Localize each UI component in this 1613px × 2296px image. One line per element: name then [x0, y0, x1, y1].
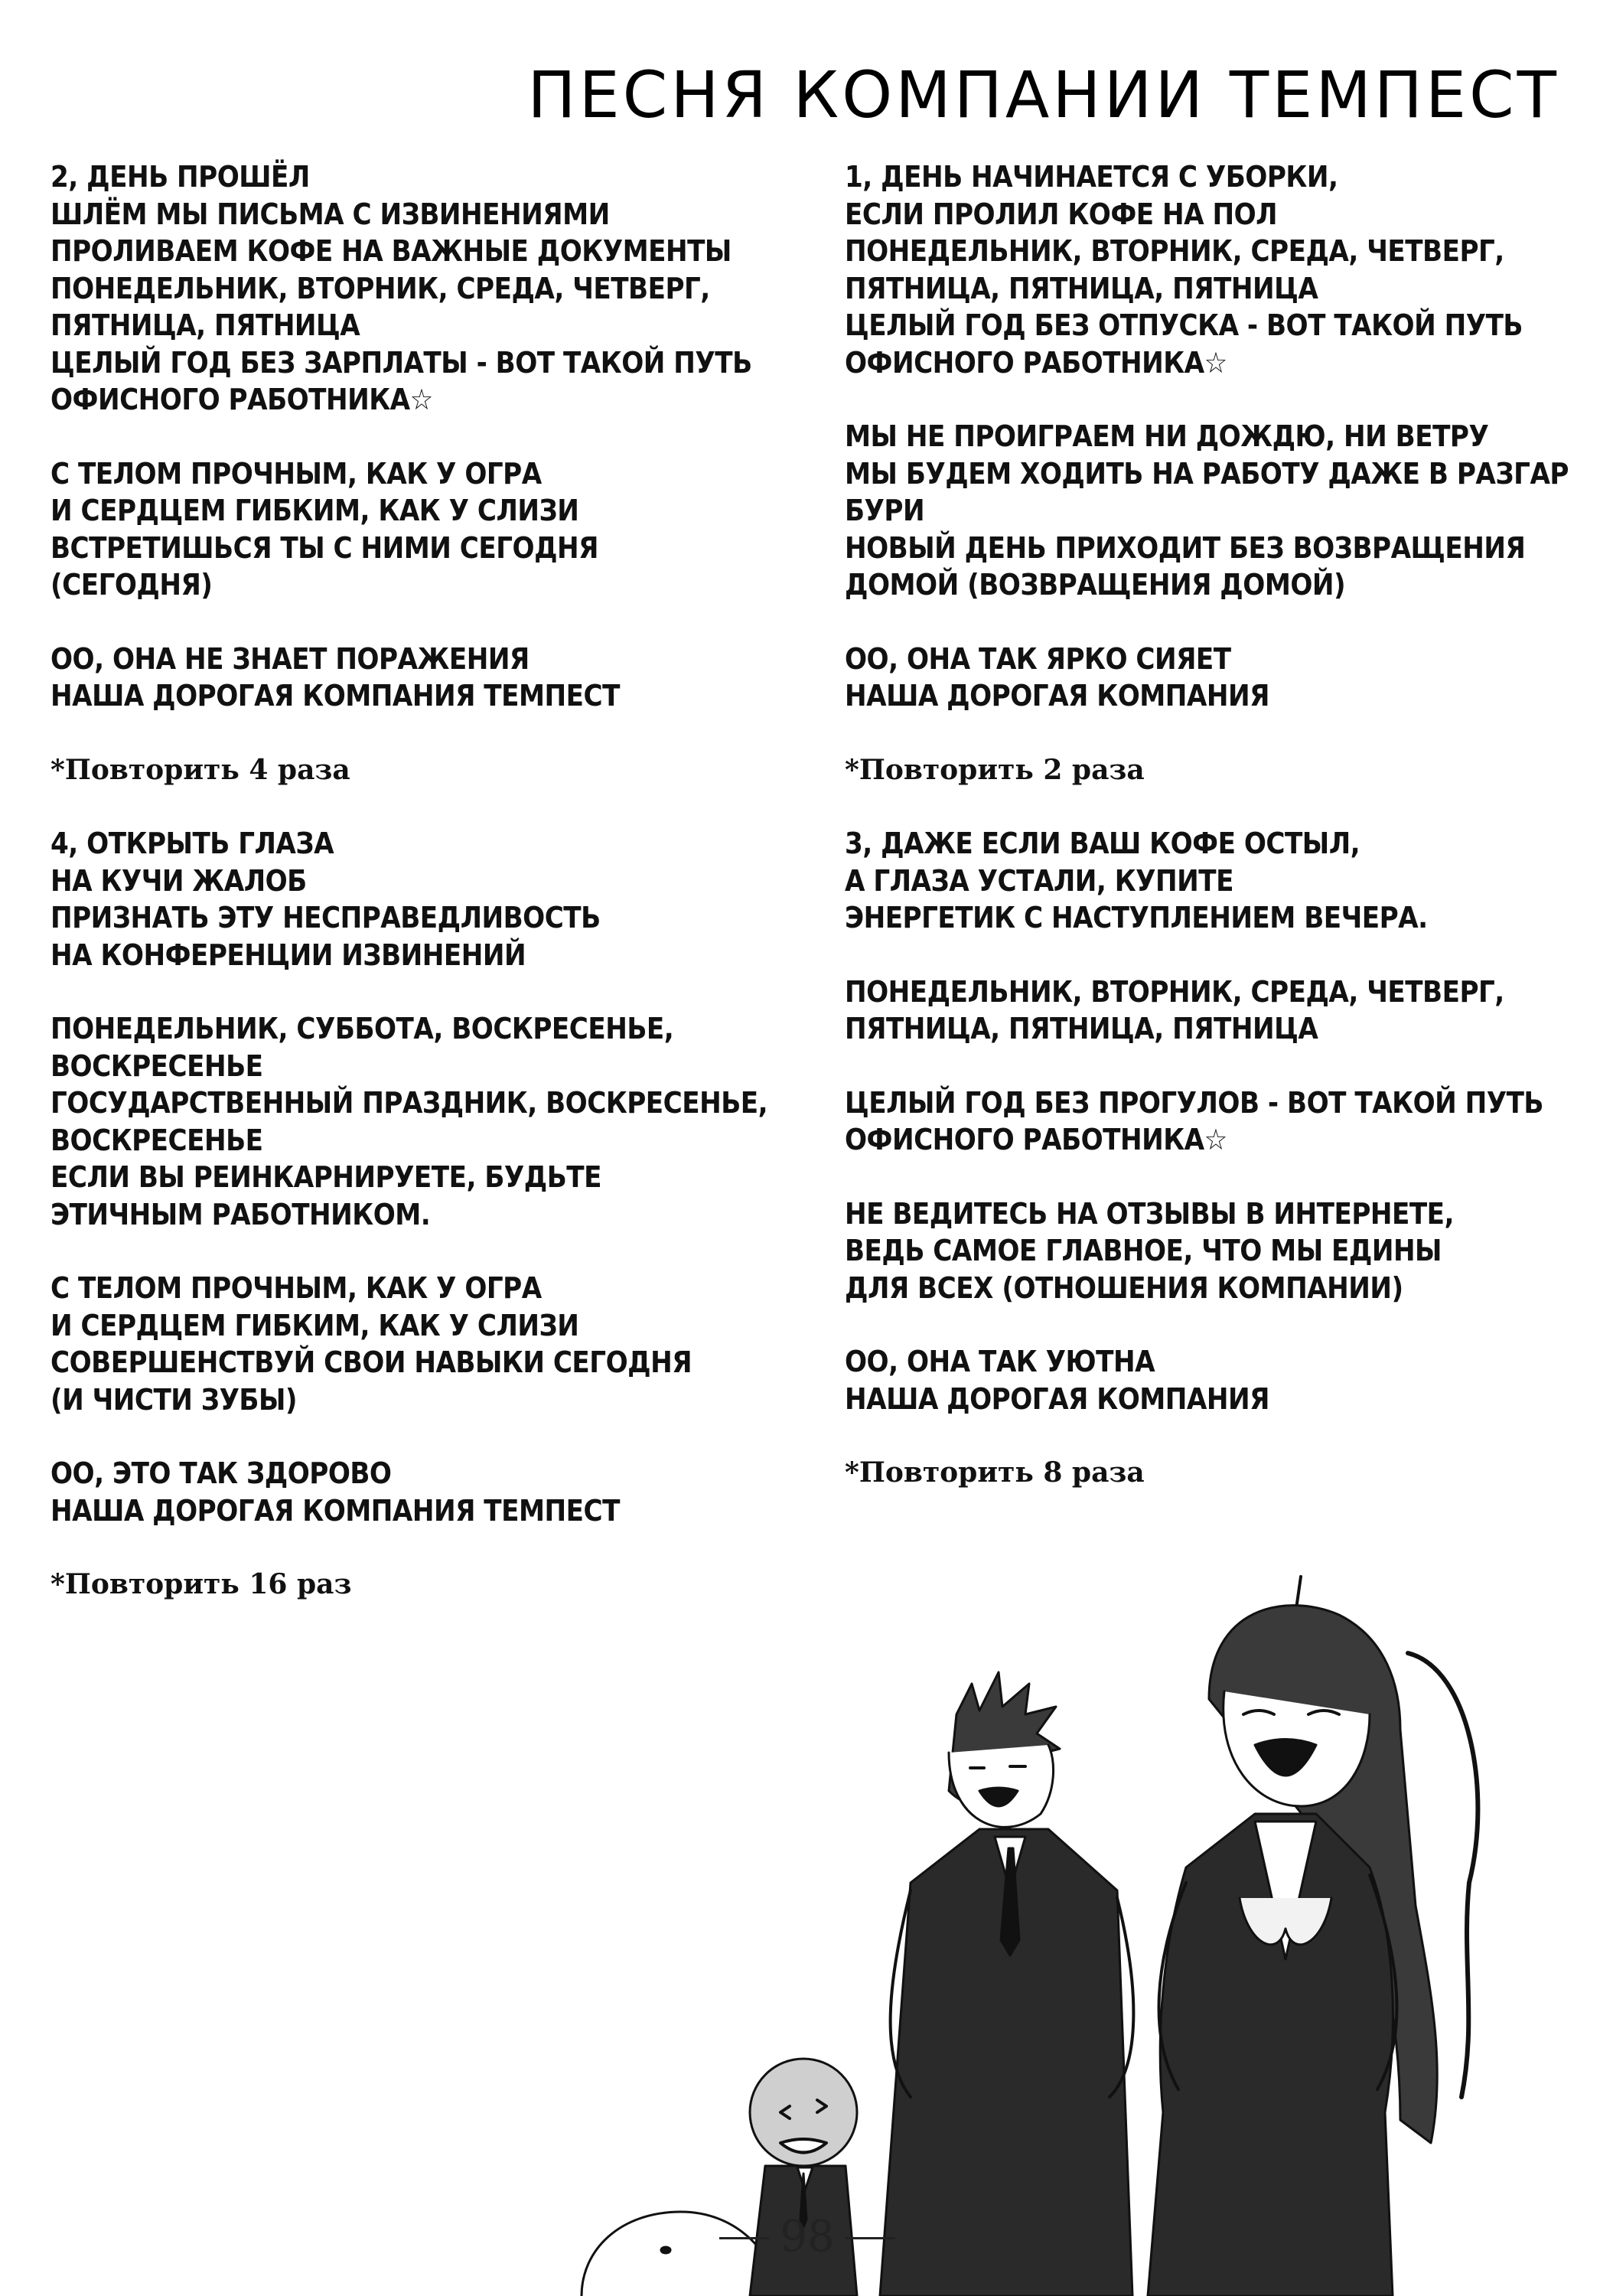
lyric-line: МЫ НЕ ПРОИГРАЕМ НИ ДОЖДЮ, НИ ВЕТРУ — [845, 419, 1489, 453]
stanza-chorus-4b — [51, 1455, 800, 1529]
tall-woman-icon — [1148, 1577, 1478, 2296]
singing-office-workers-illustration — [551, 1561, 1576, 2296]
lyric-line: ПЯТНИЦА, ПЯТНИЦА — [51, 308, 360, 342]
lyric-line: ПОНЕДЕЛЬНИК, СУББОТА, ВОСКРЕСЕНЬЕ, — [51, 1012, 674, 1045]
lyric-line: ОО, ОНА ТАК ЯРКО СИЯЕТ — [845, 641, 1231, 676]
stanza-verse-4b — [51, 1010, 800, 1233]
lyric-line: 1, ДЕНЬ НАЧИНАЕТСЯ С УБОРКИ, — [845, 160, 1338, 194]
stanza-chorus-1b — [845, 641, 1595, 715]
stanza-verse-3b — [845, 974, 1595, 1048]
lyric-line: ВОСКРЕСЕНЬЕ — [51, 1123, 263, 1157]
page-number-text: 98 — [780, 2212, 835, 2262]
lyric-line: НАША ДОРОГАЯ КОМПАНИЯ ТЕМПЕСТ — [51, 1493, 620, 1528]
lyric-line: БУРИ — [845, 494, 925, 527]
right-column — [845, 158, 1595, 1528]
lyric-line: ПРОЛИВАЕМ КОФЕ НА ВАЖНЫЕ ДОКУМЕНТЫ — [51, 234, 732, 268]
lyric-line: (И ЧИСТИ ЗУБЫ) — [51, 1382, 298, 1417]
lyric-line: НАША ДОРОГАЯ КОМПАНИЯ ТЕМПЕСТ — [51, 679, 620, 713]
stanza-chorus-3b — [845, 1343, 1595, 1417]
lyric-line: ЭНЕРГЕТИК С НАСТУПЛЕНИЕМ ВЕЧЕРА. — [845, 901, 1428, 934]
lyric-line: ОО, ОНА НЕ ЗНАЕТ ПОРАЖЕНИЯ — [51, 641, 530, 676]
lyric-line: ВОСКРЕСЕНЬЕ — [51, 1049, 263, 1083]
page-number — [719, 2214, 895, 2260]
stanza-verse-1 — [845, 158, 1595, 381]
repeat-note: *Повторить 4 раза — [51, 753, 350, 786]
lyric-line: (СЕГОДНЯ) — [51, 568, 213, 602]
stanza-verse-2 — [51, 158, 800, 419]
lyric-line: ЦЕЛЫЙ ГОД БЕЗ ОТПУСКА - ВОТ ТАКОЙ ПУТЬ — [845, 308, 1523, 342]
lyric-line: 4, ОТКРЫТЬ ГЛАЗА — [51, 827, 334, 860]
stanza-chorus-4a — [51, 1270, 800, 1418]
stanza-verse-4 — [51, 825, 800, 974]
lyric-line: ВЕДЬ САМОЕ ГЛАВНОЕ, ЧТО МЫ ЕДИНЫ — [845, 1234, 1442, 1267]
lyric-line: 2, ДЕНЬ ПРОШЁЛ — [51, 160, 310, 194]
lyric-line: ВСТРЕТИШЬСЯ ТЫ С НИМИ СЕГОДНЯ — [51, 530, 598, 565]
stanza-verse-3 — [845, 825, 1595, 937]
page-number-dash-right — [846, 2237, 895, 2239]
page-number-dash-left — [719, 2237, 769, 2239]
repeat-note: *Повторить 2 раза — [845, 753, 1145, 786]
lyric-line: И СЕРДЦЕМ ГИБКИМ, КАК У СЛИЗИ — [51, 494, 579, 527]
lyric-line: ПЯТНИЦА, ПЯТНИЦА, ПЯТНИЦА — [845, 1012, 1318, 1045]
lyric-line: ПОНЕДЕЛЬНИК, ВТОРНИК, СРЕДА, ЧЕТВЕРГ, — [845, 974, 1504, 1009]
lyric-line: НОВЫЙ ДЕНЬ ПРИХОДИТ БЕЗ ВОЗВРАЩЕНИЯ — [845, 530, 1526, 565]
lyric-line: ПРИЗНАТЬ ЭТУ НЕСПРАВЕДЛИВОСТЬ — [51, 901, 601, 934]
lyric-line: ОФИСНОГО РАБОТНИКА☆ — [845, 345, 1227, 380]
lyric-line: ШЛЁМ МЫ ПИСЬМА С ИЗВИНЕНИЯМИ — [51, 197, 610, 231]
lyric-line: ПОНЕДЕЛЬНИК, ВТОРНИК, СРЕДА, ЧЕТВЕРГ, — [845, 234, 1504, 268]
lyric-line: ОО, ОНА ТАК УЮТНА — [845, 1345, 1155, 1378]
lyric-line: ГОСУДАРСТВЕННЫЙ ПРАЗДНИК, ВОСКРЕСЕНЬЕ, — [51, 1086, 768, 1120]
stanza-chorus-1a — [845, 418, 1595, 604]
lyric-line: ОФИСНОГО РАБОТНИКА☆ — [51, 383, 433, 416]
lyric-line: НАША ДОРОГАЯ КОМПАНИЯ — [845, 679, 1269, 713]
lyric-line: ЦЕЛЫЙ ГОД БЕЗ ПРОГУЛОВ - ВОТ ТАКОЙ ПУТЬ — [845, 1085, 1543, 1120]
lyric-line: НЕ ВЕДИТЕСЬ НА ОТЗЫВЫ В ИНТЕРНЕТЕ, — [845, 1196, 1455, 1231]
lyric-line: ЭТИЧНЫМ РАБОТНИКОМ. — [51, 1197, 431, 1231]
lyric-line: МЫ БУДЕМ ХОДИТЬ НА РАБОТУ ДАЖЕ В РАЗГАР — [845, 456, 1569, 491]
lyric-line: ДОМОЙ (ВОЗВРАЩЕНИЯ ДОМОЙ) — [845, 568, 1346, 602]
lyric-line: ЕСЛИ ПРОЛИЛ КОФЕ НА ПОЛ — [845, 197, 1278, 231]
stanza-chorus-3a — [845, 1195, 1595, 1307]
lyric-line: НА КУЧИ ЖАЛОБ — [51, 863, 307, 898]
lyric-line: ДЛЯ ВСЕХ (ОТНОШЕНИЯ КОМПАНИИ) — [845, 1270, 1403, 1305]
lyric-line: И СЕРДЦЕМ ГИБКИМ, КАК У СЛИЗИ — [51, 1308, 579, 1342]
repeat-note: *Повторить 16 раз — [51, 1568, 352, 1600]
left-column — [51, 158, 800, 1640]
young-man-icon — [880, 1672, 1133, 2296]
stanza-chorus-2b — [51, 641, 800, 715]
lyric-line: ОО, ЭТО ТАК ЗДОРОВО — [51, 1456, 392, 1490]
lyric-line: А ГЛАЗА УСТАЛИ, КУПИТЕ — [845, 863, 1233, 898]
lyric-line: С ТЕЛОМ ПРОЧНЫМ, КАК У ОГРА — [51, 456, 542, 491]
lyric-line: ПОНЕДЕЛЬНИК, ВТОРНИК, СРЕДА, ЧЕТВЕРГ, — [51, 271, 710, 305]
lyric-line: 3, ДАЖЕ ЕСЛИ ВАШ КОФЕ ОСТЫЛ, — [845, 827, 1360, 860]
page-title: ПЕСНЯ КОМПАНИИ ТЕМПЕСТ — [527, 57, 1559, 132]
lyric-line: НАША ДОРОГАЯ КОМПАНИЯ — [845, 1381, 1269, 1416]
lyric-line: С ТЕЛОМ ПРОЧНЫМ, КАК У ОГРА — [51, 1271, 542, 1305]
lyric-line: ЦЕЛЫЙ ГОД БЕЗ ЗАРПЛАТЫ - ВОТ ТАКОЙ ПУТЬ — [51, 345, 752, 380]
repeat-note: *Повторить 8 раза — [845, 1456, 1145, 1489]
lyric-line: СОВЕРШЕНСТВУЙ СВОИ НАВЫКИ СЕГОДНЯ — [51, 1345, 692, 1379]
stanza-chorus-2a — [51, 455, 800, 604]
lyric-line: ЕСЛИ ВЫ РЕИНКАРНИРУЕТЕ, БУДЬТЕ — [51, 1160, 601, 1194]
lyric-line: НА КОНФЕРЕНЦИИ ИЗВИНЕНИЙ — [51, 938, 526, 972]
stanza-verse-3c — [845, 1084, 1595, 1159]
lyric-line: ОФИСНОГО РАБОТНИКА☆ — [845, 1123, 1227, 1156]
lyric-line: ПЯТНИЦА, ПЯТНИЦА, ПЯТНИЦА — [845, 271, 1318, 305]
